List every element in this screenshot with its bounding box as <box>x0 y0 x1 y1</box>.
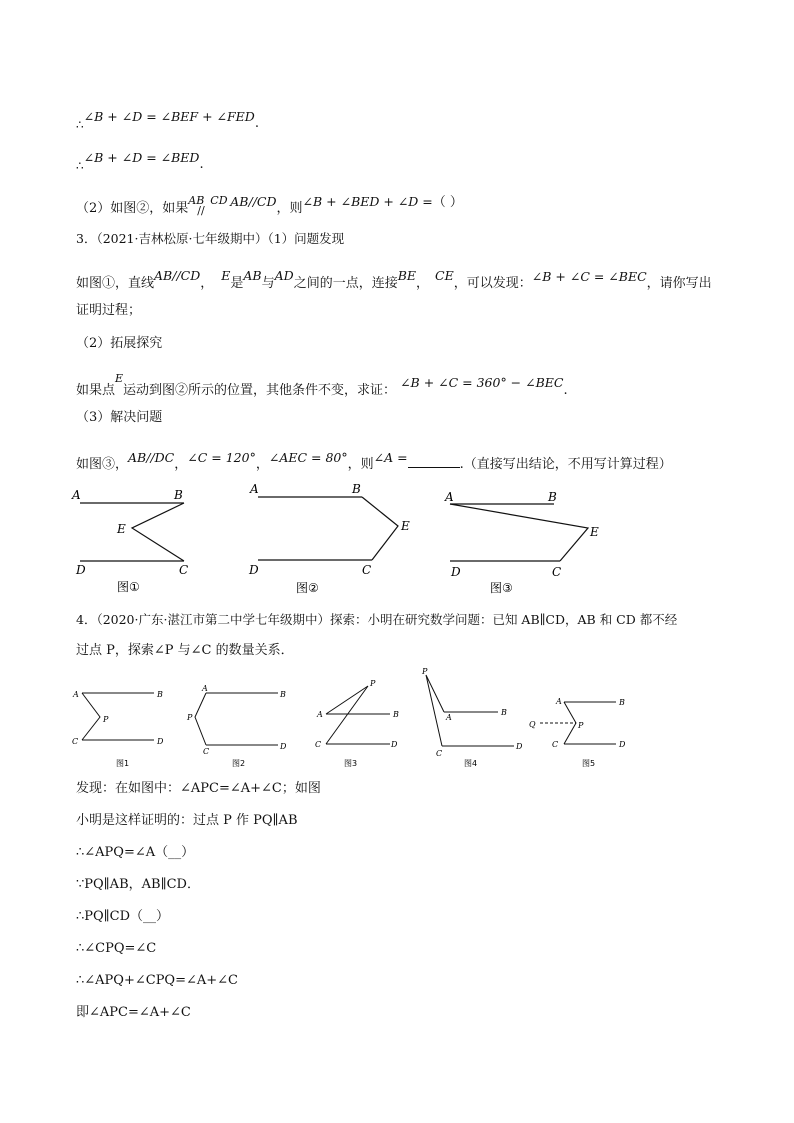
proof-step-5: ∴∠APQ+∠CPQ=∠A+∠C <box>76 973 238 988</box>
caption: 图5 <box>582 759 596 768</box>
caption: 图1 <box>116 759 130 768</box>
angle-sum-expression: ∠B + ∠BED + ∠D = <box>302 194 433 209</box>
text: ，请你写出 <box>646 276 712 291</box>
label-a: A <box>445 490 454 504</box>
text: ， <box>255 457 269 472</box>
proof-step-3: ∴PQ∥CD（__） <box>76 909 170 924</box>
label-d: D <box>280 742 287 751</box>
answer-blank[interactable] <box>408 455 460 468</box>
problem-3-line-1 <box>76 268 712 294</box>
label-a: A <box>556 697 562 706</box>
angle-c: ∠C = 120° <box>187 450 256 465</box>
label-d: D <box>157 737 164 746</box>
figure-3-1 <box>60 484 200 596</box>
label-c: C <box>436 749 443 758</box>
proof-step-1: ∴∠APQ=∠A（__） <box>76 845 195 860</box>
figure-4-1 <box>66 684 176 774</box>
therefore-symbol: ∴ <box>76 118 84 132</box>
text: ，可以发现： <box>453 276 532 291</box>
label-b: B <box>174 488 183 502</box>
label-c: C <box>552 740 559 749</box>
label-c: C <box>315 740 322 749</box>
problem-4-header-2: 过点 P，探索∠P 与∠C 的数量关系． <box>76 643 294 658</box>
problem-3-sub-2: （2）拓展探究 <box>76 336 163 351</box>
caption: 图2 <box>232 759 246 768</box>
figure-3-3 <box>436 484 612 596</box>
parallel-mark: // <box>197 204 205 217</box>
segment-ad: AD <box>274 268 294 283</box>
text: 与 <box>261 276 275 291</box>
figure-4-4 <box>414 666 524 774</box>
label-a: A <box>73 690 79 699</box>
text: ， <box>416 276 430 291</box>
proof-line-2 <box>76 148 204 173</box>
problem-4-header: 4．（2020·广东·湛江市第二中学七年级期中）探索：小明在研究数学问题：已知 AB∥CD，AB 和 CD 都不经 <box>76 612 678 627</box>
figure-3-2 <box>240 476 420 596</box>
figure-4-2 <box>186 684 296 774</box>
equation-360: ∠B + ∠C = 360° − ∠BEC <box>400 375 564 390</box>
label-d: D <box>451 565 461 579</box>
label-p: P <box>422 667 428 676</box>
therefore-symbol: ∴ <box>76 159 84 173</box>
problem-3-line-3 <box>76 372 568 401</box>
angle-a-question: ∠A = <box>373 450 408 465</box>
label-e: E <box>401 519 410 533</box>
problem-3-sub-3: （3）解决问题 <box>76 410 163 425</box>
label-b: B <box>619 698 625 707</box>
point-e: E <box>221 268 231 283</box>
caption: 图③ <box>490 581 513 595</box>
caption: 图4 <box>464 759 478 768</box>
label-a: A <box>202 684 208 693</box>
period: . <box>254 116 259 131</box>
problem-4-found: 发现：在如图中：∠APC=∠A+∠C；如图 <box>76 781 321 796</box>
label-b: B <box>393 710 399 719</box>
label-b: B <box>548 490 557 504</box>
equation-2: ∠B + ∠D = ∠BED <box>83 150 200 165</box>
label-b: B <box>501 708 507 717</box>
text: .（直接写出结论，不用写计算过程） <box>459 457 672 472</box>
label-p: P <box>187 713 193 722</box>
ab-parallel-dc: AB//DC <box>128 450 175 465</box>
ab-label: AB <box>188 194 205 207</box>
condition-ab-cd: AB//CD <box>230 194 277 209</box>
angle-aec: ∠AEC = 80° <box>268 450 348 465</box>
label-b: B <box>157 690 163 699</box>
equation-1: ∠B + ∠D = ∠BEF + ∠FED <box>83 109 255 124</box>
label-c: C <box>203 747 210 756</box>
text: ， <box>174 457 188 472</box>
problem-3-line-4 <box>76 450 672 475</box>
text: 运动到图②所示的位置，其他条件不变，求证： <box>123 383 397 398</box>
period: . <box>199 157 204 172</box>
label-d: D <box>76 563 86 577</box>
text: ， <box>200 276 214 291</box>
question-2-line <box>76 194 463 219</box>
stacked-ab-cd <box>188 194 230 218</box>
segment-ab: AB <box>243 268 262 283</box>
label-d: D <box>249 563 259 577</box>
label-p: P <box>578 721 584 730</box>
text: ，则 <box>347 457 374 472</box>
label-e: E <box>117 522 126 536</box>
label-p: P <box>370 679 376 688</box>
proof-step-2: ∵PQ∥AB，AB∥CD． <box>76 877 200 892</box>
question-2-prefix: （2）如图②，如果 <box>76 201 189 216</box>
label-d: D <box>516 742 523 751</box>
caption: 图3 <box>344 759 358 768</box>
label-a: A <box>446 713 452 722</box>
segment-be: BE <box>397 268 417 283</box>
then-text: ，则 <box>276 201 303 216</box>
problem-3-line-2: 证明过程； <box>76 303 142 318</box>
label-e: E <box>590 525 599 539</box>
ab-parallel-cd: AB//CD <box>154 268 201 283</box>
segment-ce: CE <box>435 268 454 283</box>
label-b: B <box>280 690 286 699</box>
text: 如果点 <box>76 383 116 398</box>
problem-4-proof-intro: 小明是这样证明的：过点 P 作 PQ∥AB <box>76 813 298 828</box>
label-c: C <box>179 563 189 577</box>
proof-step-6: 即∠APC=∠A+∠C <box>76 1005 191 1020</box>
label-p: P <box>103 715 109 724</box>
figure-4-5 <box>524 684 634 774</box>
answer-blank: （ ） <box>432 195 463 210</box>
text: 如图③， <box>76 457 129 472</box>
caption: 图② <box>296 581 319 595</box>
label-d: D <box>619 740 626 749</box>
proof-line-1 <box>76 107 259 132</box>
cd-label: CD <box>210 194 228 207</box>
label-c: C <box>552 565 562 579</box>
label-q: Q <box>529 720 536 729</box>
period: . <box>563 383 568 398</box>
label-c: C <box>362 563 372 577</box>
equation-bec: ∠B + ∠C = ∠BEC <box>531 269 647 284</box>
figure-4-3 <box>310 674 410 774</box>
label-a: A <box>72 488 81 502</box>
label-a: A <box>317 710 323 719</box>
proof-step-4: ∴∠CPQ=∠C <box>76 941 157 956</box>
label-b: B <box>352 482 361 496</box>
label-d: D <box>391 740 398 749</box>
problem-3-header: 3．（2021·吉林松原·七年级期中）（1）问题发现 <box>76 231 345 246</box>
text: 之间的一点，连接 <box>293 276 398 291</box>
label-a: A <box>250 482 259 496</box>
text: 是 <box>230 276 244 291</box>
caption: 图① <box>117 580 140 594</box>
point-e: E <box>115 372 124 385</box>
label-c: C <box>72 737 79 746</box>
text: 如图①，直线 <box>76 276 155 291</box>
